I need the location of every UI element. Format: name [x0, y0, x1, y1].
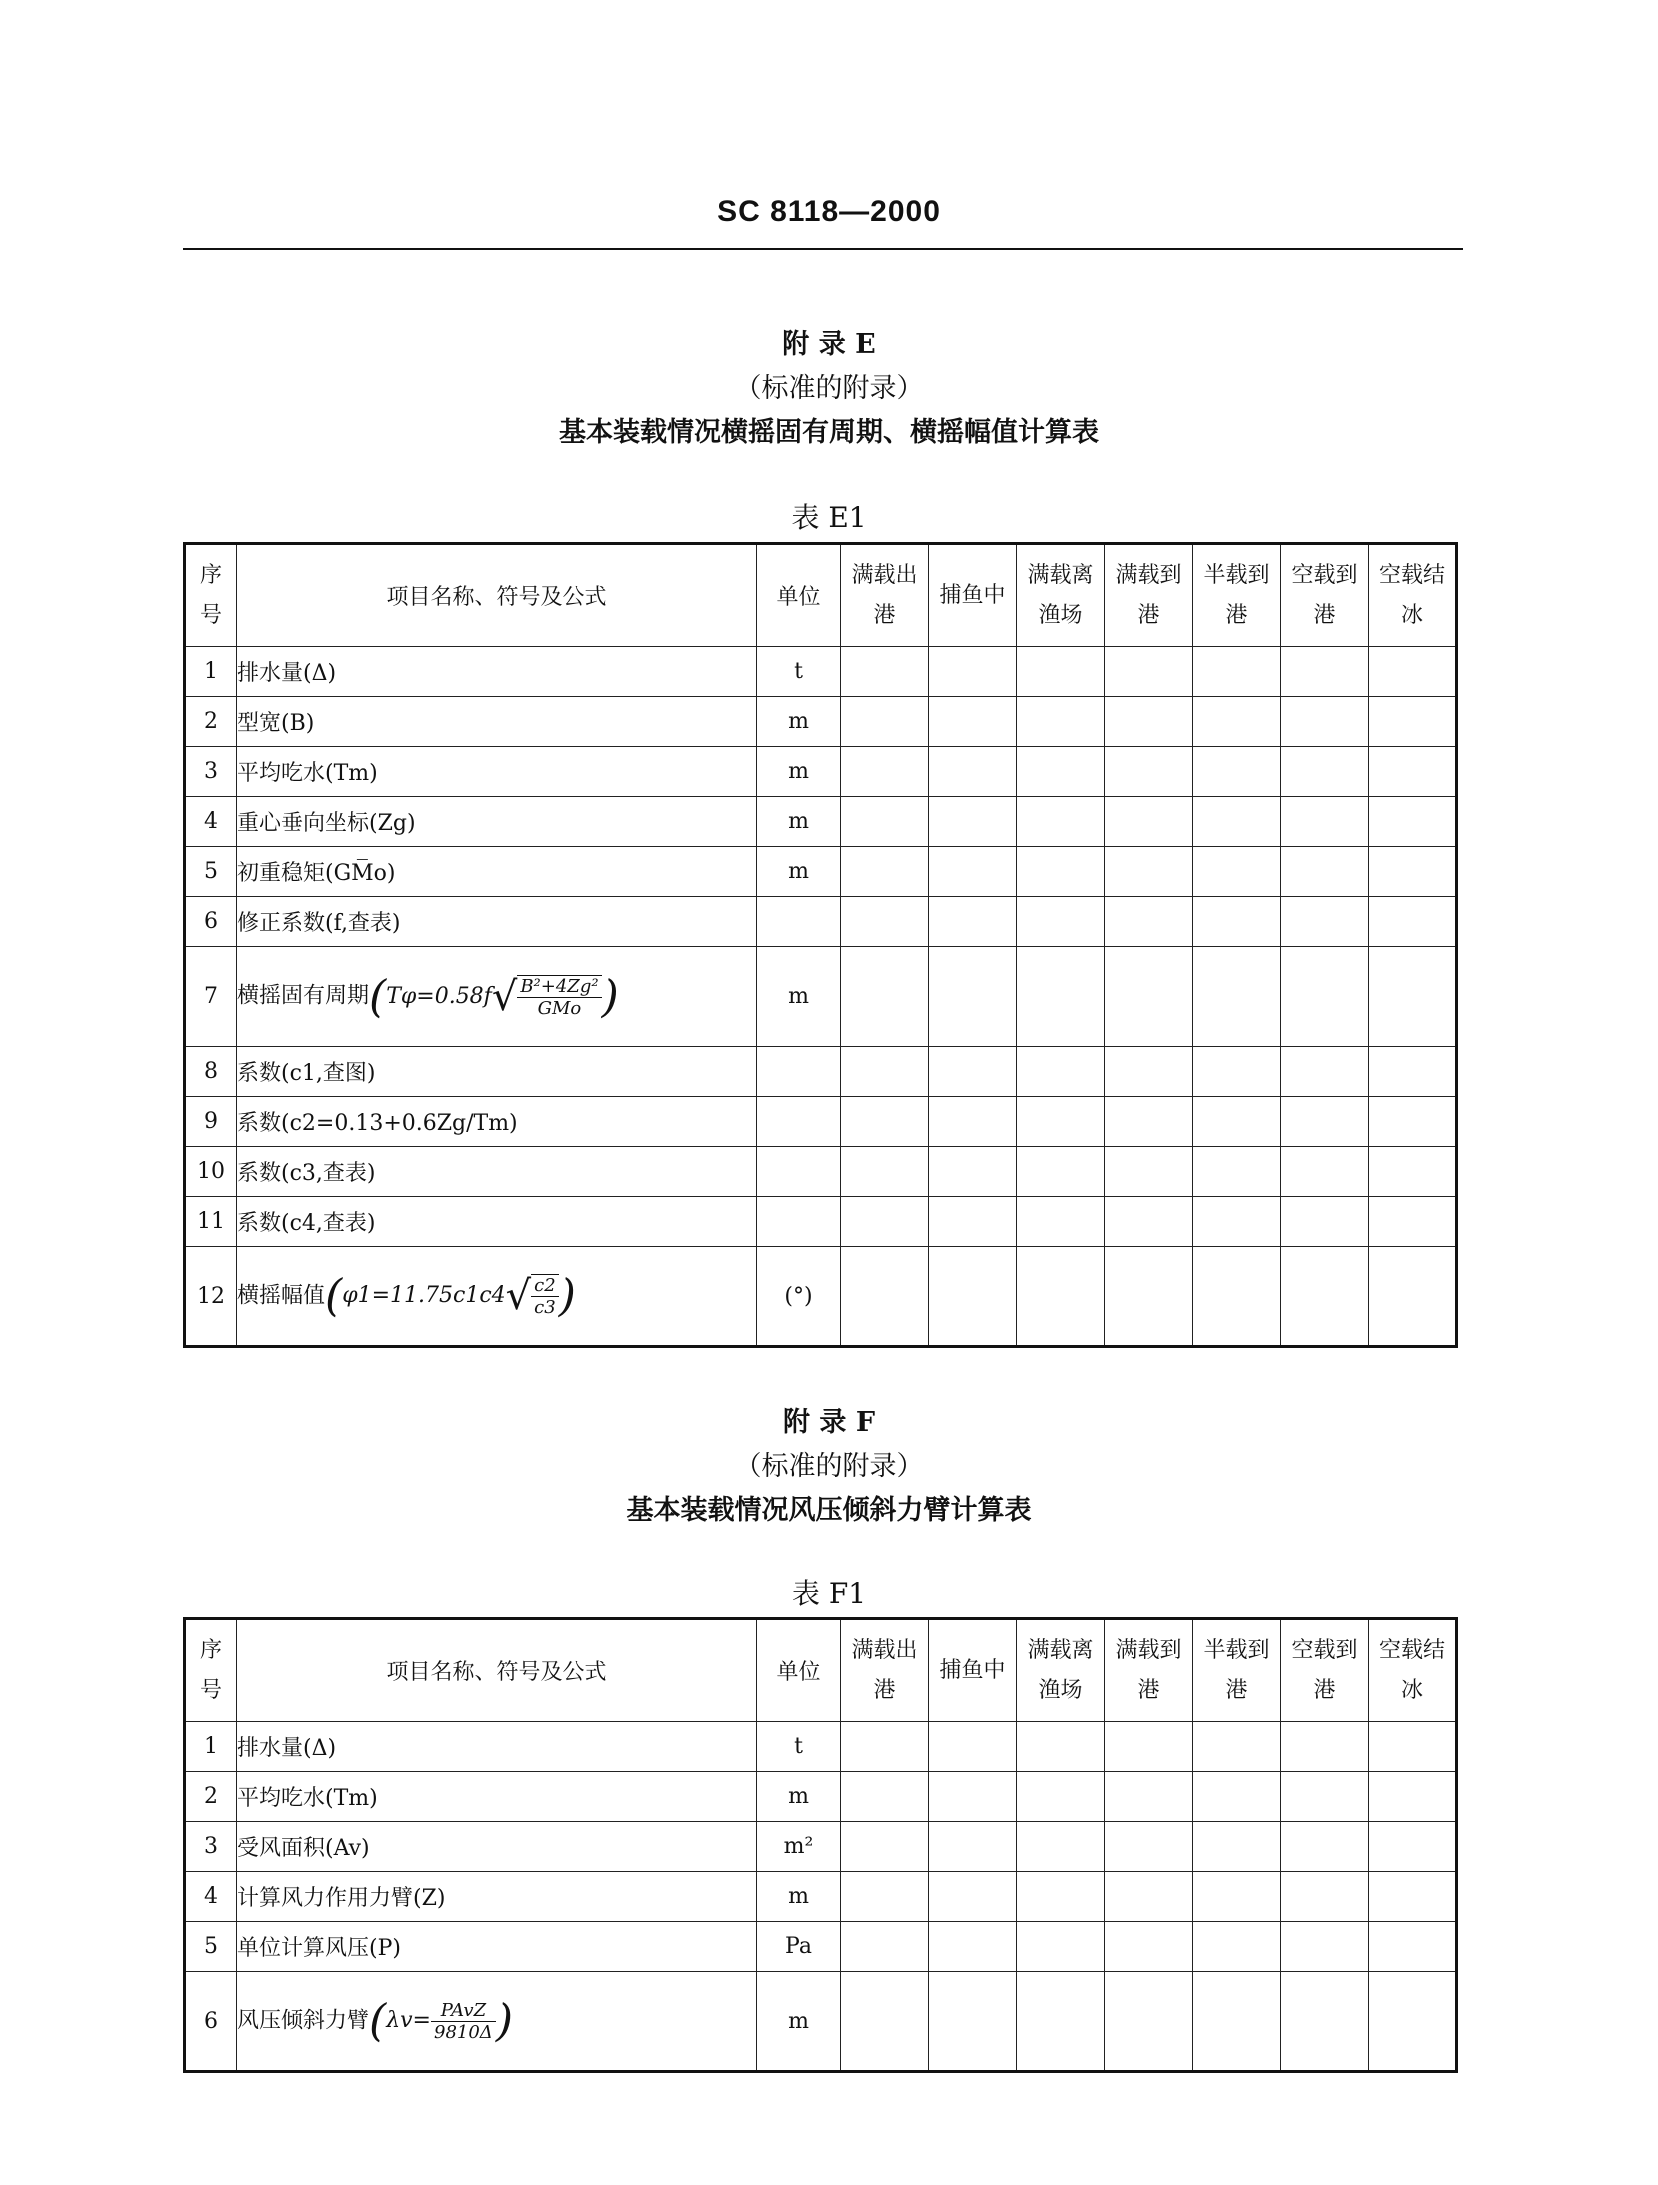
table-row: [185, 947, 1457, 1047]
value-cell: [841, 1247, 929, 1347]
row-unit: m: [757, 1772, 841, 1822]
value-cell: [1369, 1722, 1457, 1772]
row-item: [237, 1922, 757, 1972]
value-cell: [1369, 647, 1457, 697]
value-cell: [1193, 1772, 1281, 1822]
value-cell: [929, 897, 1017, 947]
value-cell: [1017, 747, 1105, 797]
row-item: [237, 797, 757, 847]
value-cell: [1017, 1097, 1105, 1147]
row-unit: t: [757, 647, 841, 697]
value-cell: [1281, 1922, 1369, 1972]
value-cell: [1193, 1722, 1281, 1772]
paren-open: (: [369, 1995, 387, 2047]
appendix-e-heading: 基本装载情况横摇固有周期、横摇幅值计算表: [559, 417, 1099, 448]
table-row: [185, 1147, 1457, 1197]
appendix-f-heading: 基本装载情况风压倾斜力臂计算表: [626, 1495, 1032, 1526]
fraction: [531, 1275, 559, 1318]
col-header-condition: 满载离渔场: [1017, 1619, 1105, 1722]
value-cell: [1193, 1872, 1281, 1922]
appendix-e-subtitle: （标准的附录）: [734, 373, 924, 404]
value-cell: [1193, 647, 1281, 697]
value-cell: [1369, 1147, 1457, 1197]
value-cell: [1369, 1922, 1457, 1972]
value-cell: [929, 1822, 1017, 1872]
item-label: 系数(c1,查图): [237, 1061, 376, 1086]
row-unit: [757, 1197, 841, 1247]
row-number: 2: [185, 697, 237, 747]
appendix-f-subtitle: （标准的附录）: [734, 1451, 924, 1482]
row-item: [237, 1722, 757, 1772]
sqrt-sign: √: [491, 973, 518, 1020]
value-cell: [1193, 1047, 1281, 1097]
item-label: 横摇固有周期: [237, 983, 370, 1009]
row-number: 1: [185, 647, 237, 697]
table-row: [185, 797, 1457, 847]
paren-close: ): [601, 971, 619, 1022]
value-cell: [1105, 1147, 1193, 1197]
value-cell: [841, 1097, 929, 1147]
table-row: [185, 897, 1457, 947]
col-header-no: 序号: [185, 544, 237, 647]
row-item: [237, 1972, 757, 2072]
value-cell: [1369, 1972, 1457, 2072]
value-cell: [1369, 1772, 1457, 1822]
row-number: 4: [185, 797, 237, 847]
value-cell: [841, 1772, 929, 1822]
value-cell: [1281, 1972, 1369, 2072]
col-header-condition: 满载离渔场: [1017, 544, 1105, 647]
value-cell: [841, 697, 929, 747]
fraction-denominator: 9810Δ: [434, 2021, 493, 2043]
item-label: 排水量(Δ): [237, 1736, 337, 1761]
value-cell: [841, 1722, 929, 1772]
row-item: [237, 1147, 757, 1197]
fraction: [431, 2000, 496, 2043]
value-cell: [1193, 1922, 1281, 1972]
item-label: 型宽(B): [237, 711, 315, 736]
col-header-no: 序号: [185, 1619, 237, 1722]
value-cell: [1105, 1247, 1193, 1347]
table-e1-label: 表 E1: [791, 501, 867, 534]
value-cell: [1193, 1097, 1281, 1147]
row-number: 2: [185, 1772, 237, 1822]
table-row: [185, 1772, 1457, 1822]
row-number: 8: [185, 1047, 237, 1097]
col-header-condition: 捕鱼中: [929, 544, 1017, 647]
value-cell: [1193, 1822, 1281, 1872]
value-cell: [841, 847, 929, 897]
value-cell: [1017, 1722, 1105, 1772]
value-cell: [1369, 697, 1457, 747]
appendix-f-title: 附 录 F: [783, 1407, 875, 1438]
value-cell: [1369, 797, 1457, 847]
col-header-unit: 单位: [757, 1619, 841, 1722]
item-label: 单位计算风压(P): [237, 1936, 401, 1961]
value-cell: [929, 747, 1017, 797]
value-cell: [1369, 1247, 1457, 1347]
table-row: [185, 697, 1457, 747]
value-cell: [929, 1247, 1017, 1347]
value-cell: [1369, 1822, 1457, 1872]
row-item: [237, 1247, 757, 1347]
appendix-e-title: 附 录 E: [782, 329, 876, 360]
value-cell: [1369, 1872, 1457, 1922]
paren-close: ): [558, 1270, 576, 1322]
row-unit: m: [757, 847, 841, 897]
row-unit: [757, 897, 841, 947]
col-header-condition: 半载到港: [1193, 544, 1281, 647]
row-number: 6: [185, 1972, 237, 2072]
value-cell: [841, 897, 929, 947]
table-row: [185, 1922, 1457, 1972]
paren-close: ): [495, 1995, 513, 2047]
value-cell: [1369, 947, 1457, 1047]
row-number: 11: [185, 1197, 237, 1247]
value-cell: [841, 1872, 929, 1922]
value-cell: [1105, 947, 1193, 1047]
row-number: 9: [185, 1097, 237, 1147]
value-cell: [1017, 1922, 1105, 1972]
value-cell: [1369, 747, 1457, 797]
value-cell: [1105, 697, 1193, 747]
value-cell: [1369, 1097, 1457, 1147]
value-cell: [1281, 947, 1369, 1047]
value-cell: [1369, 1047, 1457, 1097]
value-cell: [841, 1147, 929, 1197]
row-item: [237, 847, 757, 897]
value-cell: [1105, 897, 1193, 947]
value-cell: [841, 747, 929, 797]
col-header-condition: 满载出港: [841, 544, 929, 647]
row-item: [237, 1872, 757, 1922]
value-cell: [929, 947, 1017, 1047]
value-cell: [929, 1972, 1017, 2072]
value-cell: [1105, 1822, 1193, 1872]
table-e1-header: [185, 544, 1457, 647]
value-cell: [1017, 647, 1105, 697]
col-header-condition: 空载结冰: [1369, 544, 1457, 647]
value-cell: [1017, 1772, 1105, 1822]
item-label: 初重稳矩(GM̅o): [237, 861, 396, 886]
value-cell: [1193, 1197, 1281, 1247]
value-cell: [1105, 747, 1193, 797]
col-header-condition: 空载结冰: [1369, 1619, 1457, 1722]
row-number: 7: [185, 947, 237, 1047]
table-row: [185, 747, 1457, 797]
row-unit: [757, 1147, 841, 1197]
value-cell: [1369, 847, 1457, 897]
row-unit: m: [757, 747, 841, 797]
table-row: [185, 1822, 1457, 1872]
col-header-item: 项目名称、符号及公式: [237, 544, 757, 647]
value-cell: [1017, 1147, 1105, 1197]
item-label: 受风面积(Av): [237, 1836, 370, 1861]
value-cell: [929, 1922, 1017, 1972]
value-cell: [1105, 1722, 1193, 1772]
value-cell: [1281, 747, 1369, 797]
fraction-denominator: GMo: [537, 997, 582, 1019]
value-cell: [1105, 647, 1193, 697]
value-cell: [929, 847, 1017, 897]
value-cell: [1369, 1197, 1457, 1247]
row-item: [237, 747, 757, 797]
formula-body: [531, 1274, 559, 1318]
value-cell: [841, 647, 929, 697]
value-cell: [1017, 1822, 1105, 1872]
value-cell: [841, 797, 929, 847]
table-row: [185, 1197, 1457, 1247]
row-unit: m²: [757, 1822, 841, 1872]
row-number: 6: [185, 897, 237, 947]
item-label: 横摇幅值: [237, 1283, 326, 1308]
row-number: 4: [185, 1872, 237, 1922]
value-cell: [929, 1147, 1017, 1197]
item-label: 系数(c3,查表): [237, 1161, 376, 1186]
value-cell: [1105, 1972, 1193, 2072]
row-item: [237, 1047, 757, 1097]
row-item: [237, 1097, 757, 1147]
col-header-condition: 满载到港: [1105, 1619, 1193, 1722]
value-cell: [841, 947, 929, 1047]
table-f1-header: [185, 1619, 1457, 1722]
table-f1: [183, 1617, 1458, 2073]
formula-lhs: λv=: [386, 2008, 431, 2033]
formula: [369, 1995, 513, 2047]
row-number: 10: [185, 1147, 237, 1197]
value-cell: [929, 1097, 1017, 1147]
table-e1: [183, 542, 1458, 1348]
col-header-unit: 单位: [757, 544, 841, 647]
item-label: 重心垂向坐标(Zg): [237, 811, 416, 836]
table-row: [185, 1047, 1457, 1097]
row-unit: m: [757, 947, 841, 1047]
table-row: [185, 1972, 1457, 2072]
value-cell: [1193, 697, 1281, 747]
value-cell: [1105, 1047, 1193, 1097]
table-row: [185, 1872, 1457, 1922]
table-f1-body: [185, 1722, 1457, 2072]
value-cell: [1281, 1722, 1369, 1772]
value-cell: [1281, 1197, 1369, 1247]
formula: [325, 1270, 576, 1322]
item-label: 平均吃水(Tm): [237, 1786, 378, 1811]
value-cell: [1193, 897, 1281, 947]
table-f1-label: 表 F1: [791, 1577, 867, 1610]
value-cell: [841, 1197, 929, 1247]
row-item: [237, 697, 757, 747]
col-header-condition: 空载到港: [1281, 544, 1369, 647]
value-cell: [1017, 1047, 1105, 1097]
paren-open: (: [369, 971, 387, 1022]
value-cell: [1281, 1047, 1369, 1097]
col-header-condition: 半载到港: [1193, 1619, 1281, 1722]
value-cell: [1281, 697, 1369, 747]
row-item: [237, 1197, 757, 1247]
formula: [369, 971, 619, 1022]
value-cell: [1281, 1247, 1369, 1347]
sqrt-sign: √: [505, 1273, 532, 1319]
table-row: [185, 1247, 1457, 1347]
value-cell: [929, 797, 1017, 847]
value-cell: [1193, 1247, 1281, 1347]
fraction: [517, 976, 601, 1019]
item-label: 修正系数(f,查表): [237, 911, 401, 936]
value-cell: [1017, 1247, 1105, 1347]
value-cell: [1281, 647, 1369, 697]
value-cell: [841, 1922, 929, 1972]
item-label: 系数(c4,查表): [237, 1211, 376, 1236]
value-cell: [1193, 797, 1281, 847]
value-cell: [1017, 697, 1105, 747]
value-cell: [1105, 1097, 1193, 1147]
value-cell: [1281, 1872, 1369, 1922]
row-unit: m: [757, 697, 841, 747]
value-cell: [1017, 1872, 1105, 1922]
value-cell: [1105, 797, 1193, 847]
item-label: 风压倾斜力臂: [237, 2008, 370, 2033]
paren-open: (: [325, 1270, 343, 1322]
value-cell: [1105, 1922, 1193, 1972]
table-e1-body: [185, 647, 1457, 1347]
formula-body: [517, 975, 601, 1019]
value-cell: [1105, 1772, 1193, 1822]
value-cell: [1017, 897, 1105, 947]
row-number: 5: [185, 1922, 237, 1972]
value-cell: [929, 697, 1017, 747]
row-number: 12: [185, 1247, 237, 1347]
value-cell: [1193, 947, 1281, 1047]
item-label: 系数(c2=0.13+0.6Zg/Tm): [237, 1111, 518, 1136]
value-cell: [841, 1972, 929, 2072]
col-header-condition: 满载出港: [841, 1619, 929, 1722]
row-unit: Pa: [757, 1922, 841, 1972]
value-cell: [1281, 1822, 1369, 1872]
formula-body: [431, 1999, 496, 2043]
value-cell: [1281, 1097, 1369, 1147]
row-number: 1: [185, 1722, 237, 1772]
fraction-denominator: c3: [534, 1297, 556, 1318]
row-item: [237, 647, 757, 697]
value-cell: [1281, 897, 1369, 947]
value-cell: [929, 1722, 1017, 1772]
fraction-numerator: B²+4Zg²: [517, 976, 601, 998]
row-number: 3: [185, 747, 237, 797]
value-cell: [929, 1197, 1017, 1247]
value-cell: [1017, 1972, 1105, 2072]
value-cell: [1105, 1197, 1193, 1247]
value-cell: [1017, 847, 1105, 897]
row-item: [237, 897, 757, 947]
table-row: [185, 847, 1457, 897]
row-item: [237, 947, 757, 1047]
value-cell: [841, 1047, 929, 1097]
col-header-condition: 满载到港: [1105, 544, 1193, 647]
fraction-numerator: PAvZ: [431, 2000, 496, 2022]
value-cell: [841, 1822, 929, 1872]
value-cell: [929, 1772, 1017, 1822]
value-cell: [1193, 847, 1281, 897]
row-unit: m: [757, 797, 841, 847]
col-header-condition: 捕鱼中: [929, 1619, 1017, 1722]
item-label: 计算风力作用力臂(Z): [237, 1886, 446, 1911]
formula-lhs: φ1=11.75c1c4: [342, 1283, 506, 1308]
table-row: [185, 1722, 1457, 1772]
table-row: [185, 647, 1457, 697]
value-cell: [1193, 1972, 1281, 2072]
value-cell: [1105, 847, 1193, 897]
value-cell: [1369, 897, 1457, 947]
value-cell: [1193, 1147, 1281, 1197]
col-header-item: 项目名称、符号及公式: [237, 1619, 757, 1722]
row-unit: m: [757, 1872, 841, 1922]
row-item: [237, 1772, 757, 1822]
item-label: 平均吃水(Tm): [237, 761, 378, 786]
row-unit: [757, 1047, 841, 1097]
value-cell: [1281, 797, 1369, 847]
value-cell: [1105, 1872, 1193, 1922]
value-cell: [929, 1047, 1017, 1097]
table-row: [185, 1097, 1457, 1147]
row-number: 5: [185, 847, 237, 897]
value-cell: [1017, 797, 1105, 847]
row-unit: m: [757, 1972, 841, 2072]
item-label: 排水量(Δ): [237, 661, 337, 686]
row-unit: t: [757, 1722, 841, 1772]
formula-lhs: Tφ=0.58f: [386, 983, 492, 1009]
value-cell: [929, 647, 1017, 697]
row-number: 3: [185, 1822, 237, 1872]
row-item: [237, 1822, 757, 1872]
value-cell: [1017, 1197, 1105, 1247]
fraction-numerator: c2: [531, 1275, 559, 1297]
value-cell: [1281, 1147, 1369, 1197]
value-cell: [1017, 947, 1105, 1047]
standard-code: SC 8118—2000: [717, 195, 941, 228]
col-header-condition: 空载到港: [1281, 1619, 1369, 1722]
row-unit: (°): [757, 1247, 841, 1347]
value-cell: [1193, 747, 1281, 797]
value-cell: [1281, 847, 1369, 897]
header-rule: [183, 248, 1463, 250]
value-cell: [929, 1872, 1017, 1922]
row-unit: [757, 1097, 841, 1147]
value-cell: [1281, 1772, 1369, 1822]
